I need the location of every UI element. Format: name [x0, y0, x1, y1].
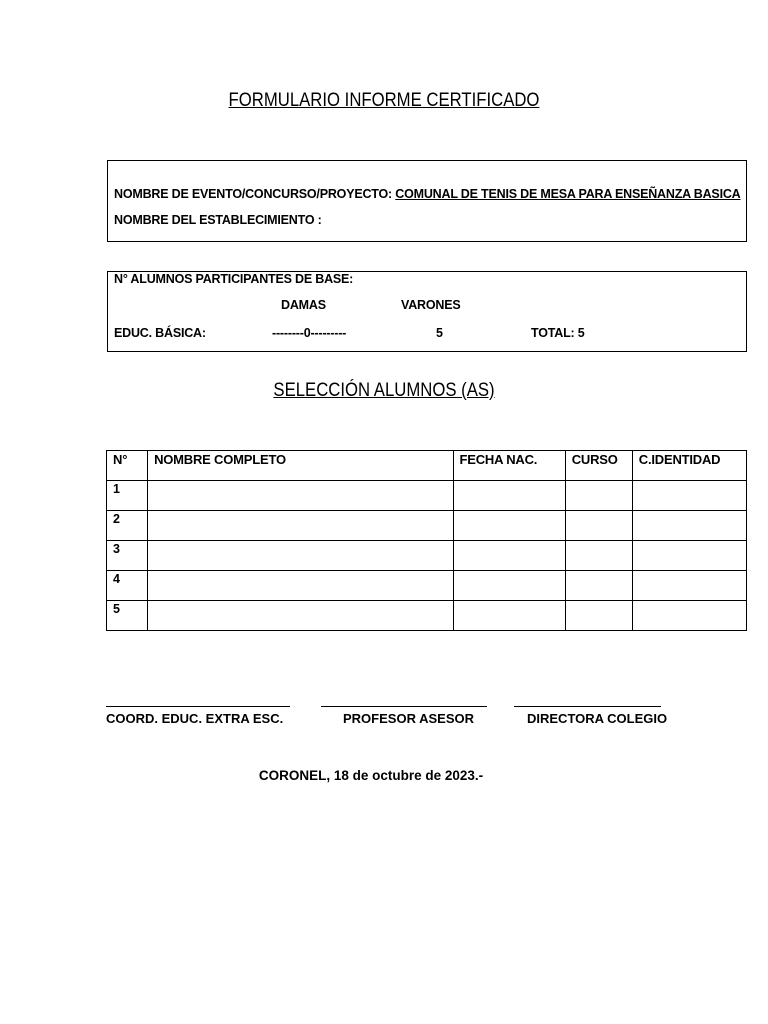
- signature-profesor-label: PROFESOR ASESOR: [343, 711, 474, 726]
- cell-identidad[interactable]: [632, 571, 746, 601]
- damas-header: DAMAS: [281, 298, 326, 312]
- cell-identidad[interactable]: [632, 511, 746, 541]
- cell-nombre[interactable]: [148, 541, 453, 571]
- cell-number: 5: [107, 601, 148, 631]
- cell-fecha[interactable]: [453, 571, 565, 601]
- event-label: NOMBRE DE EVENTO/CONCURSO/PROYECTO:: [114, 187, 392, 201]
- cell-curso[interactable]: [565, 541, 632, 571]
- signature-directora-label: DIRECTORA COLEGIO: [527, 711, 668, 726]
- varones-value: 5: [436, 326, 443, 340]
- signature-line-directora: [514, 706, 661, 707]
- document-title: FORMULARIO INFORME CERTIFICADO: [228, 90, 540, 111]
- table-row: [107, 541, 747, 571]
- cell-number: 3: [107, 541, 148, 571]
- signature-line-profesor: [321, 706, 487, 707]
- cell-fecha[interactable]: [453, 601, 565, 631]
- cell-nombre[interactable]: [148, 571, 453, 601]
- educ-basica-label: EDUC. BÁSICA:: [114, 326, 206, 340]
- event-line: [114, 187, 741, 201]
- cell-fecha[interactable]: [453, 511, 565, 541]
- cell-nombre[interactable]: [148, 481, 453, 511]
- header-number: N°: [107, 451, 148, 481]
- cell-curso[interactable]: [565, 511, 632, 541]
- header-fecha: FECHA NAC.: [453, 451, 565, 481]
- event-value: COMUNAL DE TENIS DE MESA PARA ENSEÑANZA BASICA: [395, 187, 741, 201]
- cell-nombre[interactable]: [148, 511, 453, 541]
- cell-curso[interactable]: [565, 601, 632, 631]
- table-row: [107, 571, 747, 601]
- header-curso: CURSO: [565, 451, 632, 481]
- cell-fecha[interactable]: [453, 481, 565, 511]
- cell-number: 2: [107, 511, 148, 541]
- cell-fecha[interactable]: [453, 541, 565, 571]
- selection-title: SELECCIÓN ALUMNOS (AS): [273, 380, 495, 401]
- varones-header: VARONES: [401, 298, 461, 312]
- cell-curso[interactable]: [565, 481, 632, 511]
- header-identidad: C.IDENTIDAD: [632, 451, 746, 481]
- cell-curso[interactable]: [565, 571, 632, 601]
- participants-box: [107, 271, 747, 352]
- header-nombre: NOMBRE COMPLETO: [148, 451, 453, 481]
- table-header-row: [107, 451, 747, 481]
- cell-nombre[interactable]: [148, 601, 453, 631]
- total-value: TOTAL: 5: [531, 326, 585, 340]
- damas-value: --------0---------: [272, 326, 347, 340]
- cell-identidad[interactable]: [632, 481, 746, 511]
- cell-number: 1: [107, 481, 148, 511]
- date-line: CORONEL, 18 de octubre de 2023.-: [258, 768, 484, 783]
- cell-identidad[interactable]: [632, 541, 746, 571]
- signature-coord-label: COORD. EDUC. EXTRA ESC.: [106, 711, 284, 726]
- table-row: [107, 511, 747, 541]
- students-table: [106, 450, 747, 631]
- table-row: [107, 601, 747, 631]
- participants-heading: N° ALUMNOS PARTICIPANTES DE BASE:: [114, 272, 354, 286]
- event-info-box: [107, 160, 747, 242]
- signature-line-coord: [106, 706, 290, 707]
- school-label: NOMBRE DEL ESTABLECIMIENTO :: [114, 213, 322, 227]
- cell-number: 4: [107, 571, 148, 601]
- cell-identidad[interactable]: [632, 601, 746, 631]
- table-row: [107, 481, 747, 511]
